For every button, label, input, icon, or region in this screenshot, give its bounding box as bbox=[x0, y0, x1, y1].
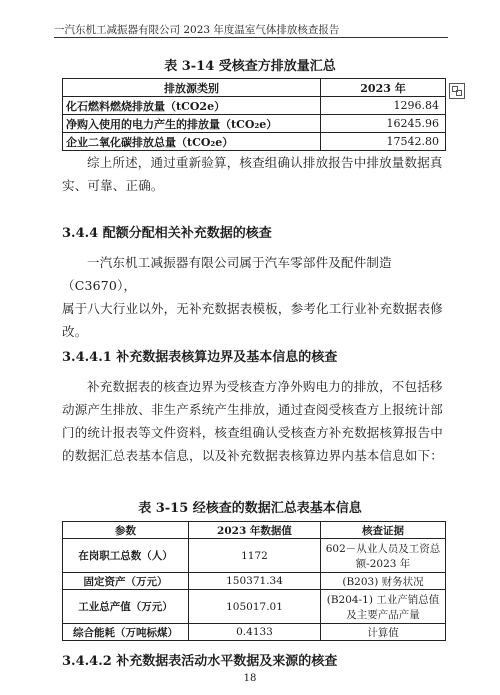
evidence-line: 602－从业人员及工资总 bbox=[325, 542, 441, 555]
column-header: 2023 年数据值 bbox=[189, 522, 321, 539]
text-line: 的数据汇总表基本信息，以及补充数据表核算边界内基本信息如下： bbox=[62, 448, 444, 463]
text-line: 补充数据表的核查边界为受核查方净外购电力的排放，不包括移 bbox=[87, 379, 443, 394]
column-header: 核查证据 bbox=[321, 522, 446, 539]
column-header: 排放源类别 bbox=[63, 79, 321, 97]
param-cell: 综合能耗（万吨标煤） bbox=[63, 624, 189, 641]
param-cell: 在岗职工总数（人） bbox=[63, 539, 189, 573]
value-cell: 1172 bbox=[189, 539, 321, 573]
evidence-line: 额-2023 年 bbox=[355, 557, 411, 570]
page-number: 18 bbox=[243, 673, 257, 684]
evidence-cell bbox=[321, 590, 446, 624]
param-cell: 工业总产值（万元） bbox=[63, 590, 189, 624]
conclusion-paragraph bbox=[62, 151, 445, 197]
table-row bbox=[63, 590, 446, 624]
column-header: 2023 年 bbox=[321, 79, 446, 97]
row-label: 净购入使用的电力产生的排放量（tCO₂e） bbox=[63, 115, 321, 133]
basic-info-table bbox=[62, 521, 446, 641]
table-row bbox=[63, 573, 446, 590]
text-line: 属于八大行业以外，无补充数据表模板，参考化工行业补充数据表修 bbox=[62, 301, 444, 316]
boundary-paragraph bbox=[62, 375, 445, 467]
section-heading-3-4-4-2: 3.4.4.2 补充数据表活动水平数据及来源的核查 bbox=[62, 654, 338, 669]
text-line: 动源产生排放、非生产系统产生排放，通过查阅受核查方上报统计部 bbox=[62, 402, 444, 417]
evidence-cell bbox=[321, 539, 446, 573]
row-label: 化石燃料燃烧排放量（tCO2e） bbox=[63, 97, 321, 115]
evidence-cell: 计算值 bbox=[321, 624, 446, 641]
table-row bbox=[63, 133, 446, 151]
table-row bbox=[63, 539, 446, 573]
text-line: 实、可靠、正确。 bbox=[62, 178, 164, 193]
section-heading-3-4-4-1: 3.4.4.1 补充数据表核算边界及基本信息的核查 bbox=[62, 350, 338, 365]
text-line: 改。 bbox=[62, 324, 88, 339]
column-header: 参数 bbox=[63, 522, 189, 539]
running-header: 一汽东机工减振器有限公司 2023 年度温室气体排放核查报告 bbox=[54, 24, 340, 36]
text-line: 综上所述，通过重新验算，核查组确认排放报告中排放量数据真 bbox=[87, 155, 443, 170]
row-value: 16245.96 bbox=[321, 115, 446, 133]
qr-code-icon bbox=[449, 83, 465, 99]
row-value: 17542.80 bbox=[321, 133, 446, 151]
table-row bbox=[63, 97, 446, 115]
industry-paragraph bbox=[62, 251, 445, 343]
text-line: 门的统计报表等文件资料，核查组确认受核查方补充数据核算报告中 bbox=[62, 425, 444, 440]
table2-caption: 表 3-15 经核查的数据汇总表基本信息 bbox=[138, 501, 362, 516]
value-cell: 150371.34 bbox=[189, 573, 321, 590]
text-line: 一汽东机工减振器有限公司属于汽车零部件及配件制造（C3670）， bbox=[62, 255, 392, 293]
table-header-row bbox=[63, 79, 446, 97]
table-row bbox=[63, 115, 446, 133]
header-rule bbox=[54, 37, 448, 38]
value-cell: 0.4133 bbox=[189, 624, 321, 641]
evidence-line: (B204-1) 工业产销总值 bbox=[326, 593, 440, 606]
evidence-cell: (B203) 财务状况 bbox=[321, 573, 446, 590]
value-cell: 105017.01 bbox=[189, 590, 321, 624]
section-heading-3-4-4: 3.4.4 配额分配相关补充数据的核查 bbox=[62, 226, 272, 241]
evidence-line: 及主要产品产量 bbox=[346, 608, 420, 621]
table1-caption: 表 3-14 受核查方排放量汇总 bbox=[164, 59, 336, 74]
emissions-summary-table bbox=[62, 78, 446, 151]
row-label: 企业二氧化碳排放总量（tCO₂e） bbox=[63, 133, 321, 151]
table-row bbox=[63, 624, 446, 641]
param-cell: 固定资产（万元） bbox=[63, 573, 189, 590]
table-header-row bbox=[63, 522, 446, 539]
row-value: 1296.84 bbox=[321, 97, 446, 115]
